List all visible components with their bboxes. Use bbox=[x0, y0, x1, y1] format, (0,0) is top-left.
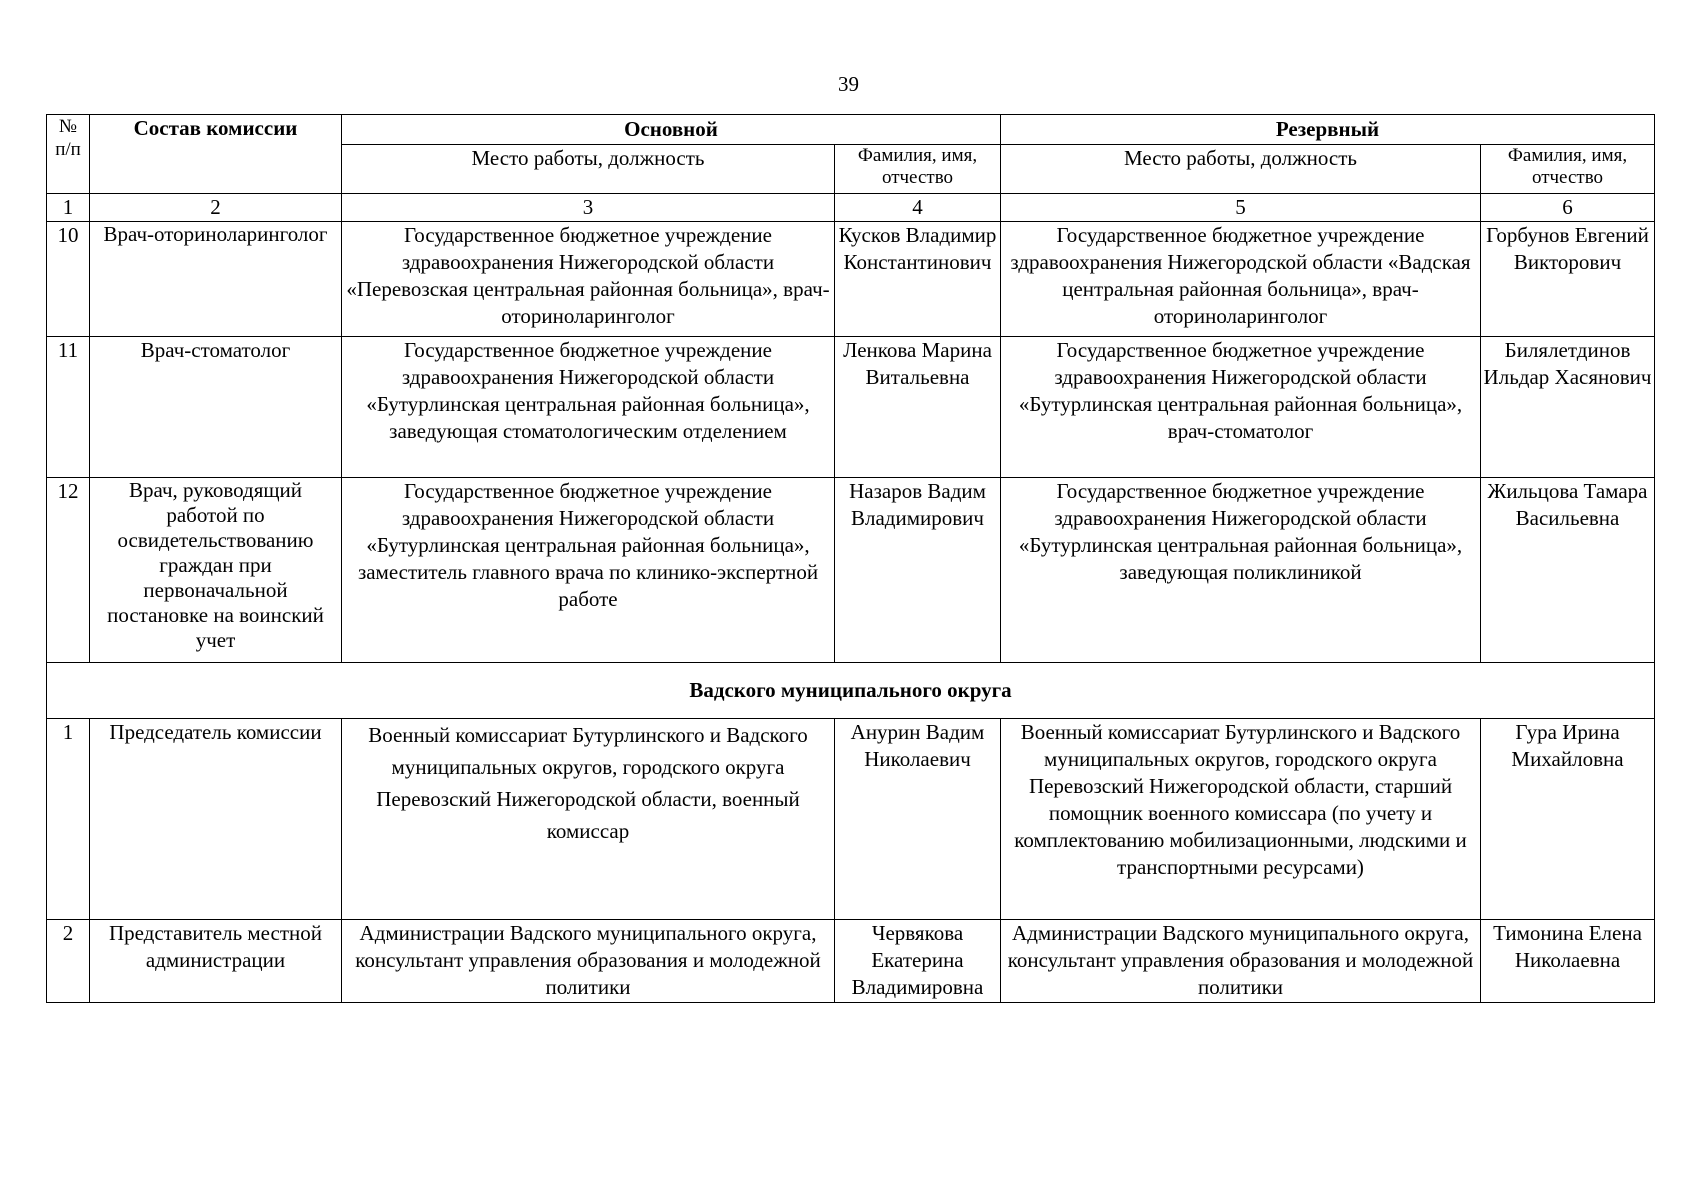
page-number: 39 bbox=[838, 72, 859, 96]
header-num: № п/п bbox=[47, 115, 90, 194]
primary-name: Червякова Екатерина Владимировна bbox=[835, 920, 1001, 1003]
reserve-workplace: Государственное бюджетное учреждение здравоохранения Нижегородской области «Бутурлинская центральная районная больница», заведующая поликлиникой bbox=[1001, 478, 1481, 663]
primary-workplace: Государственное бюджетное учреждение здравоохранения Нижегородской области «Бутурлинская центральная районная больница», заместитель главного врача по клинико-экспертной работе bbox=[342, 478, 835, 663]
reserve-workplace: Военный комиссариат Бутурлинского и Вадского муниципальных округов, городского округа Перевозский Нижегородской области, старший помощник военного комиссара (по учету и комплектованию мобилизационными, людскими и транспортными ресурсами) bbox=[1001, 719, 1481, 920]
header-reserve-workplace: Место работы, должность bbox=[1001, 145, 1481, 194]
column-number: 1 bbox=[47, 194, 90, 222]
reserve-name: Гура Ирина Михайловна bbox=[1481, 719, 1655, 920]
primary-name: Ленкова Марина Витальевна bbox=[835, 337, 1001, 478]
header-reserve-name: Фамилия, имя, отчество bbox=[1481, 145, 1655, 194]
row-number: 11 bbox=[47, 337, 90, 478]
role: Врач, руководящий работой по освидетельствованию граждан при первоначальной постановке на воинский учет bbox=[90, 478, 342, 663]
header-composition: Состав комиссии bbox=[90, 115, 342, 194]
table-row bbox=[47, 222, 1655, 337]
primary-workplace: Администрации Вадского муниципального округа, консультант управления образования и молодежной политики bbox=[342, 920, 835, 1003]
primary-workplace: Военный комиссариат Бутурлинского и Вадского муниципальных округов, городского округа Перевозский Нижегородской области, военный комиссар bbox=[342, 719, 835, 920]
role: Врач-стоматолог bbox=[90, 337, 342, 478]
header-primary: Основной bbox=[342, 115, 1001, 145]
role: Врач-оториноларинголог bbox=[90, 222, 342, 337]
reserve-name: Жильцова Тамара Васильевна bbox=[1481, 478, 1655, 663]
primary-name: Назаров Вадим Владимирович bbox=[835, 478, 1001, 663]
column-number: 3 bbox=[342, 194, 835, 222]
column-number: 4 bbox=[835, 194, 1001, 222]
reserve-name: Горбунов Евгений Викторович bbox=[1481, 222, 1655, 337]
primary-name: Кусков Владимир Константинович bbox=[835, 222, 1001, 337]
row-number: 1 bbox=[47, 719, 90, 920]
header-primary-name: Фамилия, имя, отчество bbox=[835, 145, 1001, 194]
primary-workplace: Государственное бюджетное учреждение здравоохранения Нижегородской области «Бутурлинская центральная районная больница», заведующая стоматологическим отделением bbox=[342, 337, 835, 478]
reserve-workplace: Государственное бюджетное учреждение здравоохранения Нижегородской области «Бутурлинская центральная районная больница», врач-стоматолог bbox=[1001, 337, 1481, 478]
reserve-name: Билялетдинов Ильдар Хасянович bbox=[1481, 337, 1655, 478]
reserve-name: Тимонина Елена Николаевна bbox=[1481, 920, 1655, 1003]
role: Представитель местной администрации bbox=[90, 920, 342, 1003]
table-row bbox=[47, 719, 1655, 920]
column-number: 2 bbox=[90, 194, 342, 222]
reserve-workplace: Государственное бюджетное учреждение здравоохранения Нижегородской области «Вадская центральная районная больница», врач-оториноларинголог bbox=[1001, 222, 1481, 337]
row-number: 12 bbox=[47, 478, 90, 663]
section-title: Вадского муниципального округа bbox=[47, 663, 1655, 719]
commission-table bbox=[46, 114, 1655, 1003]
primary-name: Анурин Вадим Николаевич bbox=[835, 719, 1001, 920]
column-number: 5 bbox=[1001, 194, 1481, 222]
role: Председатель комиссии bbox=[90, 719, 342, 920]
row-number: 10 bbox=[47, 222, 90, 337]
table-row bbox=[47, 478, 1655, 663]
table-row bbox=[47, 337, 1655, 478]
table-row bbox=[47, 920, 1655, 1003]
column-number-row bbox=[47, 194, 1655, 222]
primary-workplace: Государственное бюджетное учреждение здравоохранения Нижегородской области «Перевозская центральная районная больница», врач-оториноларинголог bbox=[342, 222, 835, 337]
row-number: 2 bbox=[47, 920, 90, 1003]
column-number: 6 bbox=[1481, 194, 1655, 222]
reserve-workplace: Администрации Вадского муниципального округа, консультант управления образования и молодежной политики bbox=[1001, 920, 1481, 1003]
header-primary-workplace: Место работы, должность bbox=[342, 145, 835, 194]
header-reserve: Резервный bbox=[1001, 115, 1655, 145]
section-header-row bbox=[47, 663, 1655, 719]
